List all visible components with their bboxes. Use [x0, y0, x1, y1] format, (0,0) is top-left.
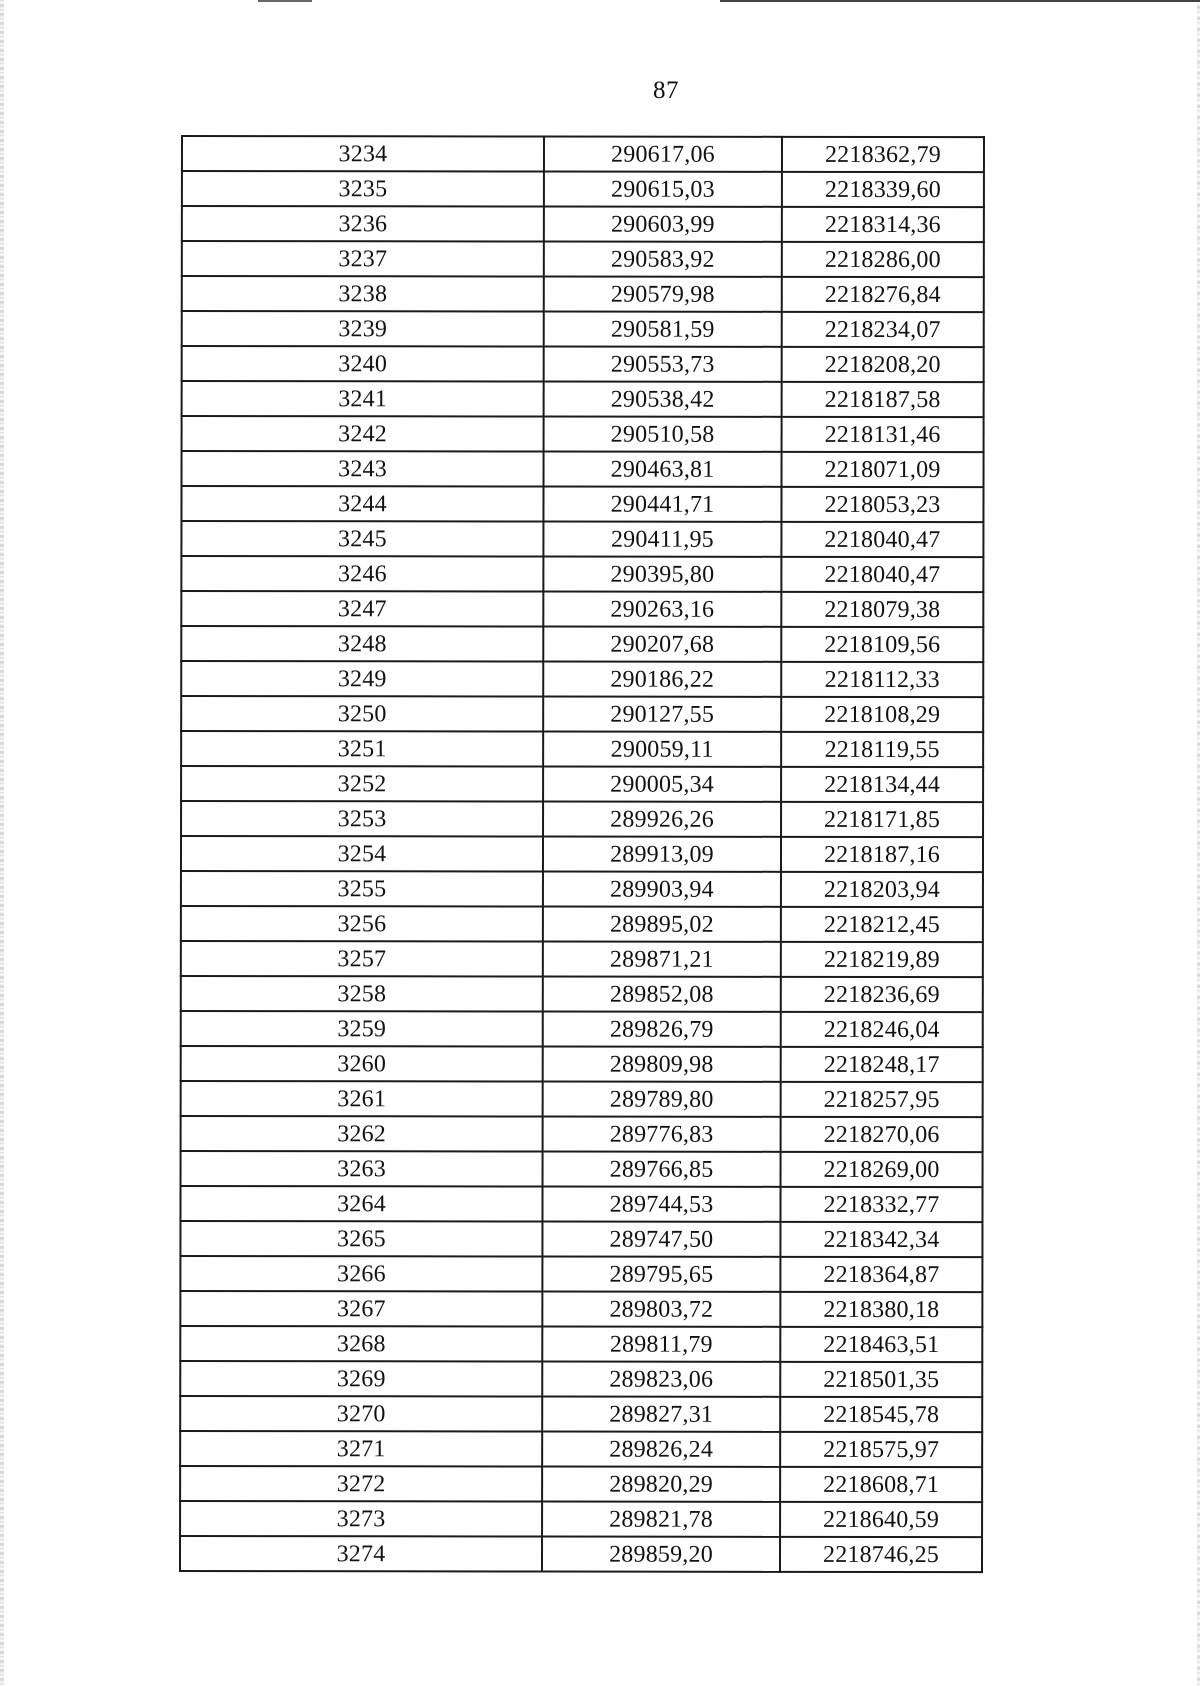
table-row: [181, 591, 983, 627]
point-number-cell: 3235: [182, 171, 544, 207]
coordinates-table: [179, 135, 985, 1573]
x-coordinate-cell: 289903,94: [543, 872, 781, 907]
point-number-cell: 3265: [180, 1221, 542, 1257]
x-coordinate-cell: 290603,99: [544, 207, 782, 242]
point-number-cell: 3245: [181, 521, 543, 557]
x-coordinate-cell: 289826,24: [542, 1432, 780, 1467]
x-coordinate-cell: 290615,03: [544, 172, 782, 207]
x-coordinate-cell: 289803,72: [542, 1292, 780, 1327]
table-row: [181, 1046, 983, 1082]
table-row: [182, 206, 984, 242]
table-row: [181, 836, 983, 872]
table-row: [181, 976, 983, 1012]
y-coordinate-cell: 2218332,77: [780, 1187, 982, 1222]
x-coordinate-cell: 290263,16: [543, 592, 781, 627]
table-row: [180, 1326, 982, 1362]
point-number-cell: 3272: [180, 1466, 542, 1502]
table-row: [181, 766, 983, 802]
table-row: [182, 171, 984, 207]
x-coordinate-cell: 289913,09: [543, 837, 781, 872]
y-coordinate-cell: 2218640,59: [780, 1502, 982, 1537]
point-number-cell: 3243: [182, 451, 544, 487]
point-number-cell: 3273: [180, 1501, 542, 1537]
x-coordinate-cell: 289766,85: [543, 1152, 781, 1187]
y-coordinate-cell: 2218286,00: [782, 242, 984, 277]
scan-edge-left: [0, 0, 4, 1686]
y-coordinate-cell: 2218071,09: [782, 452, 984, 487]
point-number-cell: 3236: [182, 206, 544, 242]
x-coordinate-cell: 290617,06: [544, 137, 782, 172]
point-number-cell: 3242: [182, 416, 544, 452]
y-coordinate-cell: 2218131,46: [782, 417, 984, 452]
table-row: [181, 696, 983, 732]
coordinates-table-body: [180, 136, 984, 1572]
page-number-block: [0, 76, 1200, 106]
x-coordinate-cell: 289826,79: [543, 1012, 781, 1047]
table-row: [181, 626, 983, 662]
y-coordinate-cell: 2218187,58: [782, 382, 984, 417]
point-number-cell: 3257: [181, 941, 543, 977]
point-number-cell: 3244: [181, 486, 543, 522]
table-row: [180, 1396, 982, 1432]
x-coordinate-cell: 290005,34: [543, 767, 781, 802]
y-coordinate-cell: 2218212,45: [781, 907, 983, 942]
y-coordinate-cell: 2218134,44: [781, 767, 983, 802]
y-coordinate-cell: 2218234,07: [782, 312, 984, 347]
x-coordinate-cell: 290579,98: [544, 277, 782, 312]
point-number-cell: 3269: [180, 1361, 542, 1397]
y-coordinate-cell: 2218270,06: [781, 1117, 983, 1152]
x-coordinate-cell: 290538,42: [544, 382, 782, 417]
y-coordinate-cell: 2218339,60: [782, 172, 984, 207]
point-number-cell: 3234: [182, 136, 544, 172]
table-row: [182, 416, 984, 452]
y-coordinate-cell: 2218208,20: [782, 347, 984, 382]
x-coordinate-cell: 289776,83: [543, 1117, 781, 1152]
point-number-cell: 3274: [180, 1536, 542, 1572]
y-coordinate-cell: 2218203,94: [781, 872, 983, 907]
y-coordinate-cell: 2218108,29: [781, 697, 983, 732]
y-coordinate-cell: 2218053,23: [781, 487, 983, 522]
x-coordinate-cell: 289827,31: [542, 1397, 780, 1432]
y-coordinate-cell: 2218257,95: [781, 1082, 983, 1117]
x-coordinate-cell: 289795,65: [542, 1257, 780, 1292]
x-coordinate-cell: 289926,26: [543, 802, 781, 837]
y-coordinate-cell: 2218364,87: [780, 1257, 982, 1292]
y-coordinate-cell: 2218119,55: [781, 732, 983, 767]
table-row: [181, 1151, 983, 1187]
y-coordinate-cell: 2218575,97: [780, 1432, 982, 1467]
x-coordinate-cell: 290059,11: [543, 732, 781, 767]
point-number-cell: 3246: [181, 556, 543, 592]
table-row: [182, 311, 984, 347]
x-coordinate-cell: 290186,22: [543, 662, 781, 697]
point-number-cell: 3253: [181, 801, 543, 837]
table-row: [182, 136, 984, 172]
x-coordinate-cell: 289811,79: [542, 1327, 780, 1362]
x-coordinate-cell: 289789,80: [543, 1082, 781, 1117]
top-scan-mark: [258, 0, 312, 2]
x-coordinate-cell: 290127,55: [543, 697, 781, 732]
x-coordinate-cell: 290581,59: [544, 312, 782, 347]
table-row: [181, 906, 983, 942]
x-coordinate-cell: 290553,73: [544, 347, 782, 382]
point-number-cell: 3263: [181, 1151, 543, 1187]
table-row: [180, 1361, 982, 1397]
table-row: [181, 871, 983, 907]
table-row: [182, 276, 984, 312]
y-coordinate-cell: 2218746,25: [780, 1537, 982, 1572]
y-coordinate-cell: 2218276,84: [782, 277, 984, 312]
table-row: [182, 241, 984, 277]
point-number-cell: 3249: [181, 661, 543, 697]
y-coordinate-cell: 2218246,04: [781, 1012, 983, 1047]
point-number-cell: 3268: [180, 1326, 542, 1362]
y-coordinate-cell: 2218608,71: [780, 1467, 982, 1502]
y-coordinate-cell: 2218545,78: [780, 1397, 982, 1432]
y-coordinate-cell: 2218040,47: [781, 522, 983, 557]
y-coordinate-cell: 2218112,33: [781, 662, 983, 697]
point-number-cell: 3241: [182, 381, 544, 417]
x-coordinate-cell: 290395,80: [543, 557, 781, 592]
x-coordinate-cell: 290441,71: [543, 487, 781, 522]
point-number-cell: 3270: [180, 1396, 542, 1432]
table-row: [181, 1081, 983, 1117]
table-row: [181, 801, 983, 837]
y-coordinate-cell: 2218248,17: [781, 1047, 983, 1082]
table-row: [182, 381, 984, 417]
x-coordinate-cell: 289821,78: [542, 1502, 780, 1537]
x-coordinate-cell: 290583,92: [544, 242, 782, 277]
y-coordinate-cell: 2218463,51: [780, 1327, 982, 1362]
x-coordinate-cell: 289852,08: [543, 977, 781, 1012]
point-number-cell: 3264: [180, 1186, 542, 1222]
point-number-cell: 3252: [181, 766, 543, 802]
y-coordinate-cell: 2218171,85: [781, 802, 983, 837]
table-row: [181, 1116, 983, 1152]
table-row: [180, 1536, 982, 1572]
y-coordinate-cell: 2218109,56: [781, 627, 983, 662]
x-coordinate-cell: 289895,02: [543, 907, 781, 942]
x-coordinate-cell: 290463,81: [544, 452, 782, 487]
table-row: [180, 1501, 982, 1537]
y-coordinate-cell: 2218314,36: [782, 207, 984, 242]
y-coordinate-cell: 2218362,79: [782, 137, 984, 172]
table-row: [180, 1431, 982, 1467]
coordinates-table-wrapper: [179, 135, 983, 1573]
point-number-cell: 3240: [182, 346, 544, 382]
x-coordinate-cell: 290207,68: [543, 627, 781, 662]
point-number-cell: 3247: [181, 591, 543, 627]
point-number-cell: 3250: [181, 696, 543, 732]
y-coordinate-cell: 2218236,69: [781, 977, 983, 1012]
point-number-cell: 3261: [181, 1081, 543, 1117]
top-scan-line: [720, 0, 1200, 2]
point-number-cell: 3238: [182, 276, 544, 312]
y-coordinate-cell: 2218269,00: [781, 1152, 983, 1187]
table-row: [180, 1256, 982, 1292]
table-row: [181, 521, 983, 557]
y-coordinate-cell: 2218187,16: [781, 837, 983, 872]
x-coordinate-cell: 290411,95: [543, 522, 781, 557]
point-number-cell: 3251: [181, 731, 543, 767]
point-number-cell: 3262: [181, 1116, 543, 1152]
table-row: [181, 731, 983, 767]
point-number-cell: 3271: [180, 1431, 542, 1467]
y-coordinate-cell: 2218501,35: [780, 1362, 982, 1397]
y-coordinate-cell: 2218079,38: [781, 592, 983, 627]
table-row: [181, 486, 983, 522]
point-number-cell: 3255: [181, 871, 543, 907]
point-number-cell: 3267: [180, 1291, 542, 1327]
point-number-cell: 3260: [181, 1046, 543, 1082]
x-coordinate-cell: 289820,29: [542, 1467, 780, 1502]
table-row: [181, 556, 983, 592]
y-coordinate-cell: 2218380,18: [780, 1292, 982, 1327]
table-row: [181, 661, 983, 697]
point-number-cell: 3266: [180, 1256, 542, 1292]
point-number-cell: 3256: [181, 906, 543, 942]
point-number-cell: 3259: [181, 1011, 543, 1047]
x-coordinate-cell: 289744,53: [542, 1187, 780, 1222]
x-coordinate-cell: 289809,98: [543, 1047, 781, 1082]
table-row: [181, 941, 983, 977]
point-number-cell: 3237: [182, 241, 544, 277]
table-row: [180, 1186, 982, 1222]
table-row: [180, 1291, 982, 1327]
x-coordinate-cell: 289823,06: [542, 1362, 780, 1397]
x-coordinate-cell: 290510,58: [544, 417, 782, 452]
point-number-cell: 3254: [181, 836, 543, 872]
page-number: 87: [653, 77, 679, 104]
x-coordinate-cell: 289859,20: [542, 1537, 780, 1572]
table-row: [182, 346, 984, 382]
x-coordinate-cell: 289871,21: [543, 942, 781, 977]
table-row: [180, 1466, 982, 1502]
table-row: [182, 451, 984, 487]
y-coordinate-cell: 2218342,34: [780, 1222, 982, 1257]
table-row: [181, 1011, 983, 1047]
table-row: [180, 1221, 982, 1257]
point-number-cell: 3239: [182, 311, 544, 347]
y-coordinate-cell: 2218040,47: [781, 557, 983, 592]
point-number-cell: 3258: [181, 976, 543, 1012]
x-coordinate-cell: 289747,50: [542, 1222, 780, 1257]
y-coordinate-cell: 2218219,89: [781, 942, 983, 977]
point-number-cell: 3248: [181, 626, 543, 662]
